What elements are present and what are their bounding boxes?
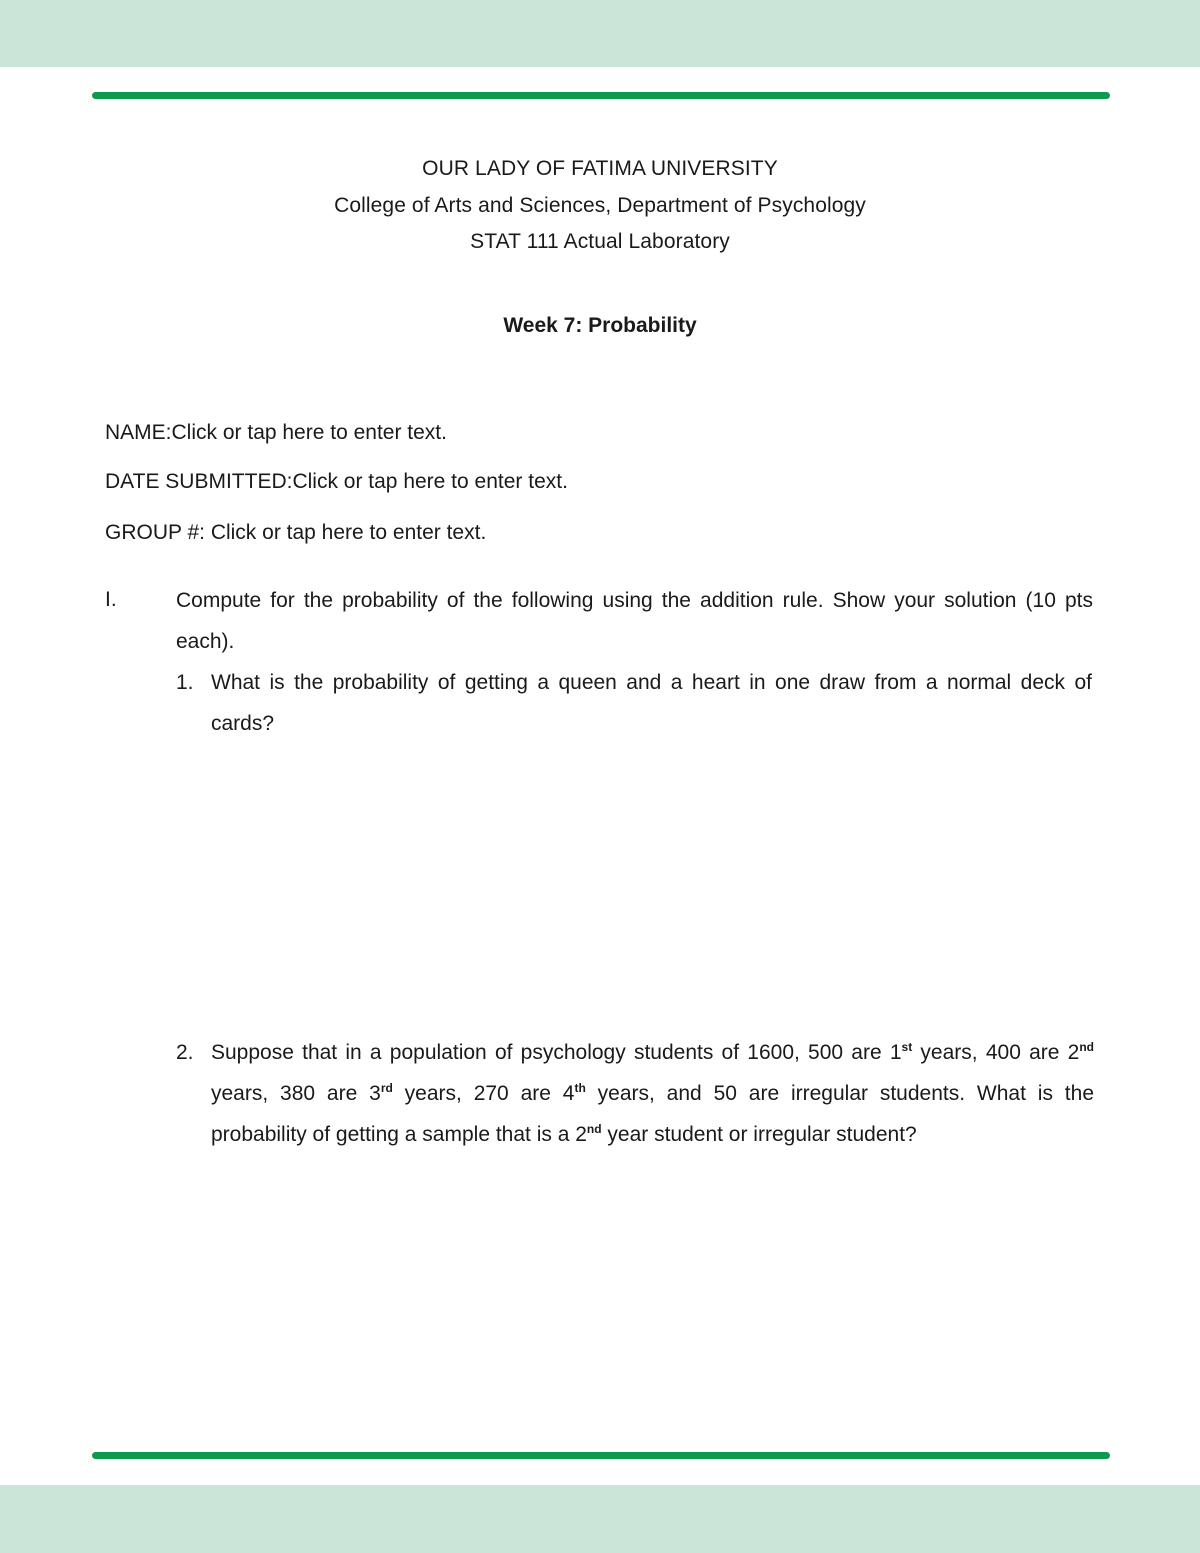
q2-part: years, 270 are 4: [392, 1082, 575, 1105]
group-input[interactable]: Click or tap here to enter text.: [210, 521, 487, 544]
college-name: College of Arts and Sciences, Department of Psychology: [334, 194, 866, 217]
section-number: I.: [105, 588, 117, 611]
name-label: NAME:: [105, 421, 172, 444]
question-2-number: 2.: [176, 1041, 194, 1064]
section-instruction: Compute for the probability of the following using the addition rule. Show your solution (10 pts each).: [176, 589, 1093, 653]
header-band: [0, 0, 1200, 67]
group-label: GROUP #:: [105, 521, 211, 544]
name-field: [105, 421, 447, 445]
ordinal-suffix: nd: [1079, 1040, 1095, 1054]
q2-part: years, 400 are 2: [912, 1041, 1080, 1064]
question-2-text: [211, 1032, 1094, 1155]
group-field: [105, 521, 486, 545]
footer-rule: [92, 1452, 1110, 1459]
question-1-text: What is the probability of getting a queen and a heart in one draw from a normal deck of cards?: [211, 671, 1092, 735]
university-name: OUR LADY OF FATIMA UNIVERSITY: [422, 157, 778, 180]
page-title: Week 7: Probability: [503, 314, 697, 337]
date-label: DATE SUBMITTED:: [105, 470, 293, 493]
q2-part: years, and 50 are irregular students. What is the probability of getting a sample that is a 2: [211, 1082, 1094, 1146]
q2-part: years, 380 are 3: [211, 1082, 381, 1105]
question-1-number: 1.: [176, 671, 194, 694]
ordinal-suffix: rd: [380, 1081, 393, 1095]
date-field: [105, 470, 568, 494]
date-input[interactable]: Click or tap here to enter text.: [292, 470, 568, 493]
course-name: STAT 111 Actual Laboratory: [470, 230, 730, 253]
q2-part: year student or irregular student?: [601, 1123, 917, 1146]
name-input[interactable]: Click or tap here to enter text.: [171, 421, 447, 444]
ordinal-suffix: th: [574, 1081, 586, 1095]
footer-band: [0, 1485, 1200, 1553]
ordinal-suffix: nd: [586, 1122, 602, 1136]
q2-part: Suppose that in a population of psychology students of 1600, 500 are 1: [211, 1041, 902, 1064]
ordinal-suffix: st: [901, 1040, 913, 1054]
header-rule: [92, 92, 1110, 99]
